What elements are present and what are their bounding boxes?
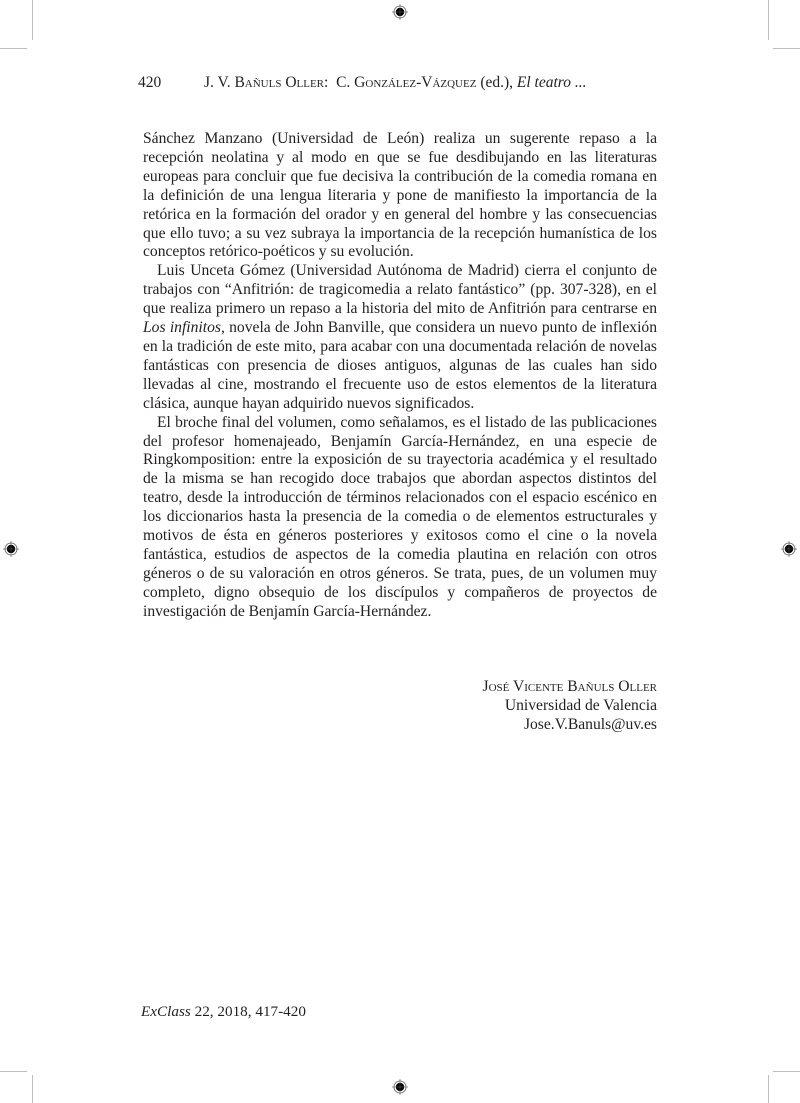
paragraph: Sánchez Manzano (Universidad de León) realiza un sugerente repaso a la recepción neolatina y al modo en que se fue desdibujando en las literaturas europeas para concluir que fue decisiva la contribución de la comedia romana en la definición de una lengua literaria y pone de manifiesto la importancia de la retórica en la formación del orador y en general del hombre y las consecuencias que ello tuvo; a su vez subraya la importancia de la recepción humanística de los conceptos retórico-poéticos y su evolución. bbox=[143, 130, 657, 261]
crop-mark bbox=[773, 1071, 800, 1072]
header-separator: : bbox=[324, 74, 329, 91]
page-footer bbox=[141, 1003, 306, 1021]
crop-mark bbox=[768, 1075, 769, 1103]
author-affiliation: Universidad de Valencia bbox=[504, 697, 657, 714]
paragraph: El broche final del volumen, como señalamos, es el listado de las publicaciones del profesor homenajeado, Benjamín García-Hernández, en una especie de Ringkomposition: entre la exposición de su trayectoria académica y el resultado de la misma se han recogido doce trabajos que abordan aspectos distintos del teatro, desde la introducción de términos relacionados con el espacio escénico en los diccionarios hasta la presencia de la comedia o de elementos estructurales y motivos de ésta en géneros posteriores y exitosos como el cine o la novela fantástica, estudios de aspectos de la comedia plautina en relación con otros géneros o de su valoración en otros géneros. Se trata, pues, de un volumen muy completo, digno obsequio de los discípulos y compañeros de proyectos de investigación de Benjamín García-Hernández. bbox=[143, 413, 657, 620]
running-header bbox=[138, 74, 587, 92]
page-number: 420 bbox=[138, 74, 162, 91]
registration-mark-icon bbox=[392, 4, 408, 20]
crop-mark bbox=[0, 1071, 27, 1072]
header-editor-suffix: (ed.), bbox=[476, 74, 517, 91]
journal-name: ExClass bbox=[141, 1003, 191, 1020]
book-title: Los infinitos bbox=[143, 319, 221, 337]
paragraph-text: , novela de John Banville, que considera un nuevo punto de inflexión en la tradición de este mito, para acabar con una documentada relación de novelas fantásticas con presencia de dioses antiguos, algunas de las cuales han sido llevadas al cine, mostrando el frecuente uso de estos elementos de la literatura clásica, aunque hayan adquirido nuevos significados. bbox=[143, 319, 657, 412]
signature-block bbox=[483, 677, 657, 734]
crop-mark bbox=[773, 48, 800, 49]
journal-citation: 22, 2018, 417-420 bbox=[190, 1003, 306, 1020]
header-reviewer: J. V. Bañuls Oller bbox=[204, 74, 325, 91]
paragraph bbox=[143, 262, 657, 413]
crop-mark bbox=[768, 0, 769, 40]
author-email: Jose.V.Banuls@uv.es bbox=[523, 716, 657, 733]
crop-mark bbox=[32, 0, 33, 40]
registration-mark-icon bbox=[781, 541, 797, 557]
header-title: El teatro ... bbox=[516, 74, 587, 91]
registration-mark-icon bbox=[3, 541, 19, 557]
paragraph-text: Luis Unceta Gómez (Universidad Autónoma de Madrid) cierra el conjunto de trabajos con “Anfitrión: de tragicomedia a relato fantástico” (pp. 307-328), en el que realiza primero un repaso a la historia del mito de Anfitrión para centrarse en bbox=[143, 262, 657, 318]
crop-mark bbox=[32, 1075, 33, 1103]
author-name: José Vicente Bañuls Oller bbox=[482, 678, 657, 695]
header-editor: C. González-Vázquez bbox=[336, 74, 477, 91]
review-body bbox=[143, 130, 657, 622]
registration-mark-icon bbox=[392, 1079, 408, 1095]
crop-mark bbox=[0, 48, 27, 49]
